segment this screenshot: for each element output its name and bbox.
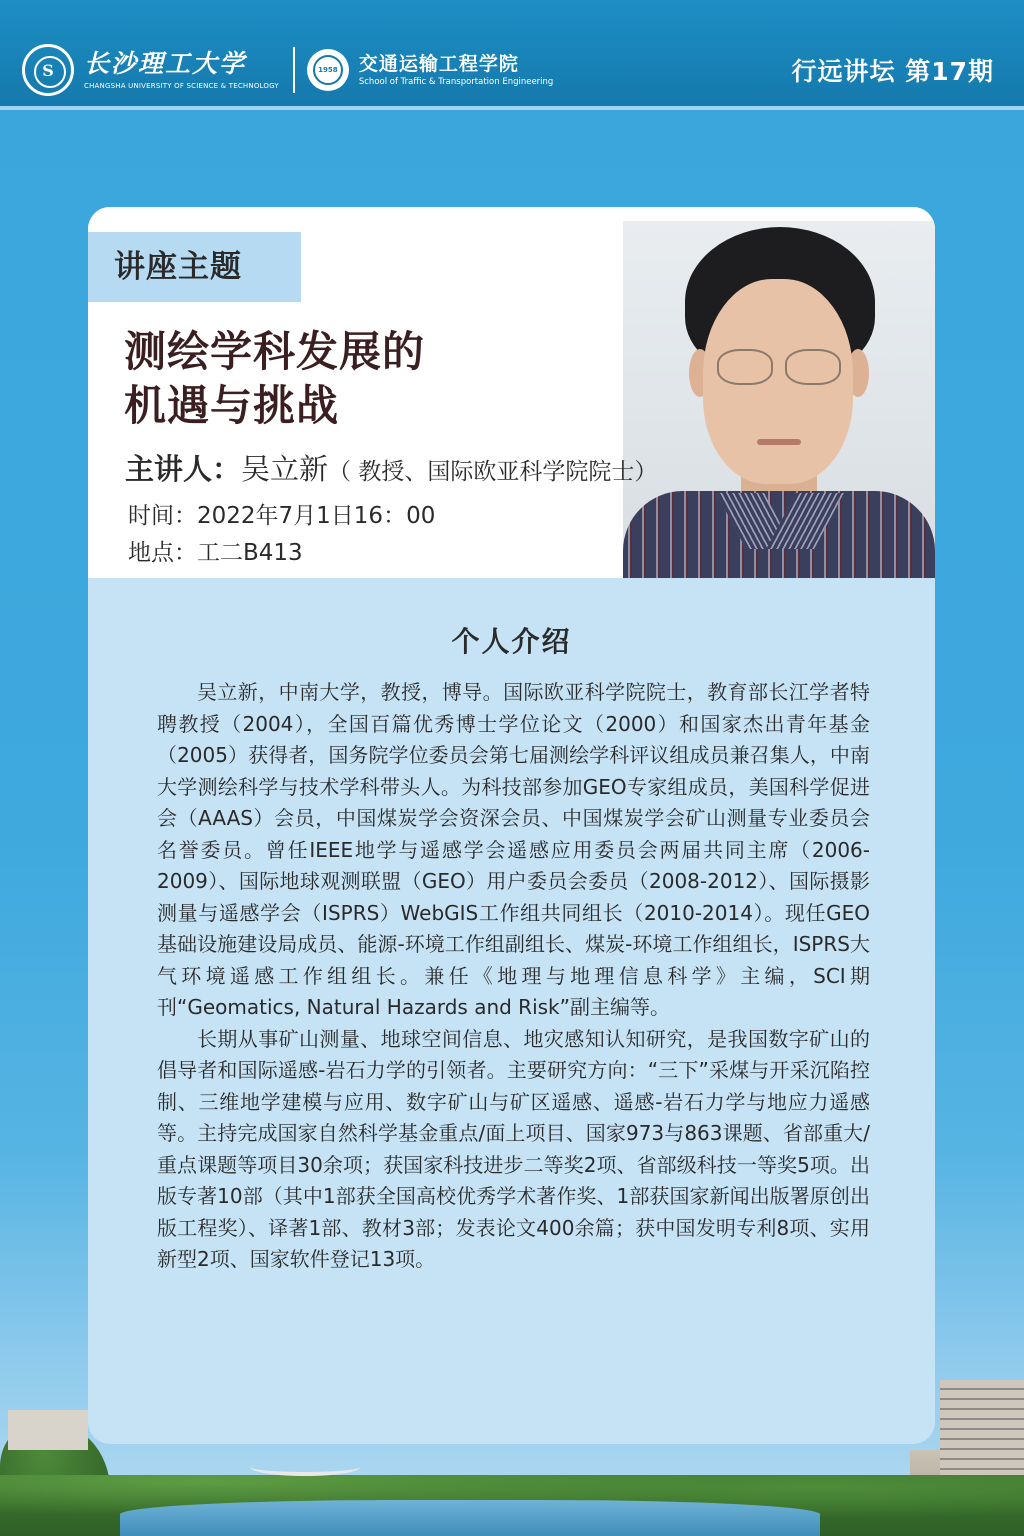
- bio-paragraph-1: 吴立新，中南大学，教授，博导。国际欧亚科学院院士，教育部长江学者特聘教授（2004），全国百篇优秀博士学位论文（2000）和国家杰出青年基金（2005）获得者，国务院学位委员会第七届测绘学科评议组成员兼召集人，中南大学测绘科学与技术学科带头人。为科技部参加GEO专家组成员，美国科学促进会（AAAS）会员，中国煤炭学会资深会员、中国煤炭学会矿山测量专业委员会名誉委员。曾任IEEE地学与遥感学会遥感应用委员会两届共同主席（2006-2009）、国际地球观测联盟（GEO）用户委员会委员（2008-2012）、国际摄影测量与遥感学会（ISPRS）WebGIS工作组共同组长（2010-2014）。现任GEO基础设施建设局成员、能源-环境工作组副组长、煤炭-环境工作组组长，ISPRS大气环境遥感工作组组长。兼任《地理与地理信息科学》主编，SCI期刊“Geomatics, Natural Hazards and Risk”副主编等。: [157, 680, 870, 1019]
- speaker-title: （ 教授、国际欧亚科学院院士）: [328, 459, 658, 485]
- lecture-title-line-2: 机遇与挑战: [124, 381, 340, 430]
- college-name-cn: 交通运输工程学院: [358, 53, 519, 75]
- university-name-en: CHANGSHA UNIVERSITY OF SCIENCE & TECHNOLOGY: [84, 82, 279, 90]
- speaker-label: 主讲人：: [125, 452, 242, 486]
- glasses-left-lens: [717, 349, 773, 385]
- speaker-biography: [157, 677, 870, 1276]
- building-right-tall: [940, 1380, 1024, 1490]
- lecture-card: [88, 207, 935, 1444]
- speaker-name: 吴立新: [241, 452, 329, 486]
- intro-heading: 个人介绍: [451, 625, 572, 658]
- portrait-mouth: [757, 439, 801, 445]
- topic-label: 讲座主题: [88, 232, 301, 302]
- college-name-en: School of Traffic & Transportation Engineering: [358, 77, 554, 87]
- university-seal-icon: [22, 44, 74, 96]
- lake: [120, 1500, 820, 1536]
- college-seal-inner: 1958: [313, 55, 343, 85]
- lecture-location: 地点：工二B413: [128, 540, 303, 566]
- college-seal-icon: [307, 49, 349, 91]
- logo-divider: [293, 47, 295, 93]
- university-name: [84, 49, 279, 91]
- forum-issue-label: 行远讲坛 第17期: [791, 57, 994, 86]
- arch-bridge: [250, 1458, 360, 1476]
- lecture-title-line-1: 测绘学科发展的: [124, 327, 426, 376]
- seal-glyph: S: [42, 60, 54, 80]
- bio-paragraph-2: 长期从事矿山测量、地球空间信息、地灾感知认知研究，是我国数字矿山的倡导者和国际遥感-岩石力学的引领者。主要研究方向：“三下”采煤与开采沉陷控制、三维地学建模与应用、数字矿山与矿区遥感、遥感-岩石力学与地应力遥感等。主持完成国家自然科学基金重点/面上项目、国家973与863课题、省部重大/重点课题等项目30余项；获国家科技进步二等奖2项、省部级科技一等奖5项。出版专著10部（其中1部获全国高校优秀学术著作奖、1部获国家新闻出版署原创出版工程奖）、译著1部、教材3部；发表论文400余篇；获中国发明专利8项、实用新型2项、国家软件登记13项。: [157, 1026, 870, 1271]
- lecture-title: [124, 325, 604, 433]
- speaker-portrait: [623, 221, 935, 578]
- speaker-line: [125, 447, 657, 488]
- logo-group: [22, 40, 553, 100]
- glasses-right-lens: [785, 349, 841, 385]
- building-left: [8, 1410, 88, 1450]
- header-bar: [0, 0, 1024, 110]
- lecture-time: 时间：2022年7月1日16：00: [128, 503, 436, 529]
- college-name: [359, 52, 553, 88]
- university-name-cn: 长沙理工大学: [84, 49, 247, 78]
